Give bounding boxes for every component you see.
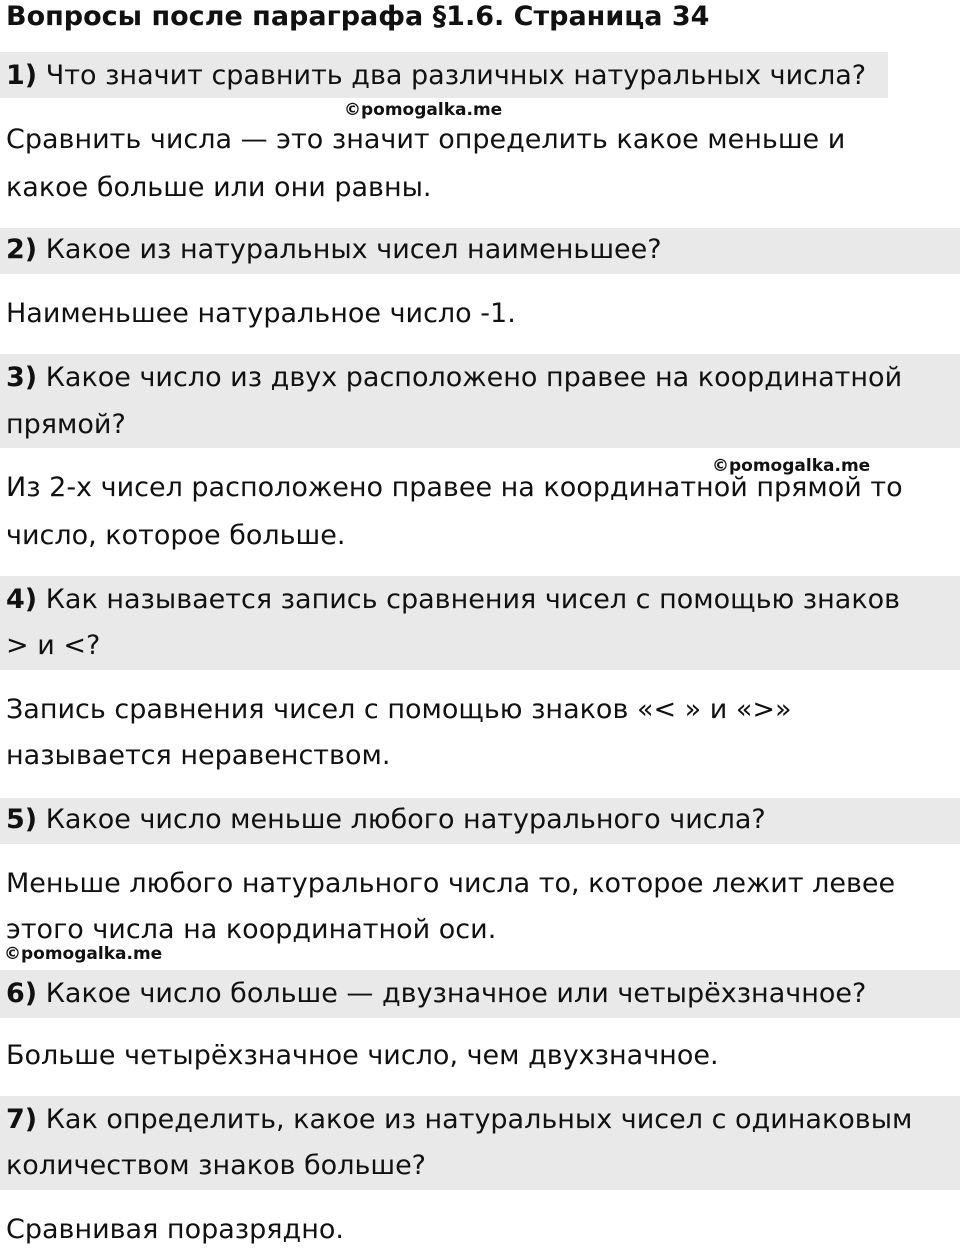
page-title: Вопросы после параграфа §1.6. Страница 34	[6, 1, 710, 32]
question-6-text: Какое число больше — двузначное или четырёхзначное?	[45, 978, 867, 1009]
question-1-line-1	[6, 52, 866, 100]
question-6-number: 6)	[6, 978, 38, 1009]
question-3-line-1	[6, 354, 902, 402]
question-7-line-1	[6, 1096, 912, 1144]
watermark-3: ©pomogalka.me	[4, 944, 163, 964]
answer-4-line-2: называется неравенством.	[6, 740, 391, 771]
question-4-text-1: Как называется запись сравнения чисел с помощью знаков	[45, 584, 901, 615]
question-7-line-2: количеством знаков больше?	[6, 1150, 427, 1181]
question-3-text-1: Какое число из двух расположено правее на координатной	[45, 362, 903, 393]
answer-2-line-1: Наименьшее натуральное число -1.	[6, 298, 516, 329]
question-2-number: 2)	[6, 234, 38, 265]
answer-5-line-1: Меньше любого натурального числа то, которое лежит левее	[6, 868, 896, 899]
question-5-number: 5)	[6, 804, 38, 835]
answer-4-line-1: Запись сравнения чисел с помощью знаков «< » и «>»	[6, 694, 792, 725]
question-3-number: 3)	[6, 362, 38, 393]
answer-7-line-1: Сравнивая поразрядно.	[6, 1214, 344, 1245]
question-2-text: Какое из натуральных чисел наименьшее?	[45, 234, 662, 265]
question-7-text-1: Как определить, какое из натуральных чисел с одинаковым	[45, 1104, 913, 1135]
answer-1-line-2: какое больше или они равны.	[6, 172, 432, 203]
question-3-line-2: прямой?	[6, 409, 126, 440]
question-1-number: 1)	[6, 60, 38, 91]
watermark-2: ©pomogalka.me	[712, 456, 871, 476]
question-5-text: Какое число меньше любого натурального числа?	[45, 804, 766, 835]
question-6-line-1	[6, 970, 866, 1018]
question-7-number: 7)	[6, 1104, 38, 1135]
watermark-1: ©pomogalka.me	[344, 100, 503, 120]
answer-3-line-2: число, которое больше.	[6, 520, 346, 551]
question-4-line-1	[6, 576, 900, 624]
answer-1-line-1: Сравнить числа — это значит определить какое меньше и	[6, 124, 846, 155]
question-2-line-1	[6, 226, 662, 274]
answer-5-line-2: этого числа на координатной оси.	[6, 914, 497, 945]
answer-3-line-1: Из 2-х чисел расположено правее на координатной прямой то	[6, 472, 903, 503]
question-1-text: Что значит сравнить два различных натуральных числа?	[45, 60, 867, 91]
question-4-number: 4)	[6, 584, 38, 615]
question-4-line-2: > и <?	[6, 630, 101, 661]
answer-6-line-1: Больше четырёхзначное число, чем двухзначное.	[6, 1040, 719, 1071]
question-5-line-1	[6, 796, 766, 844]
